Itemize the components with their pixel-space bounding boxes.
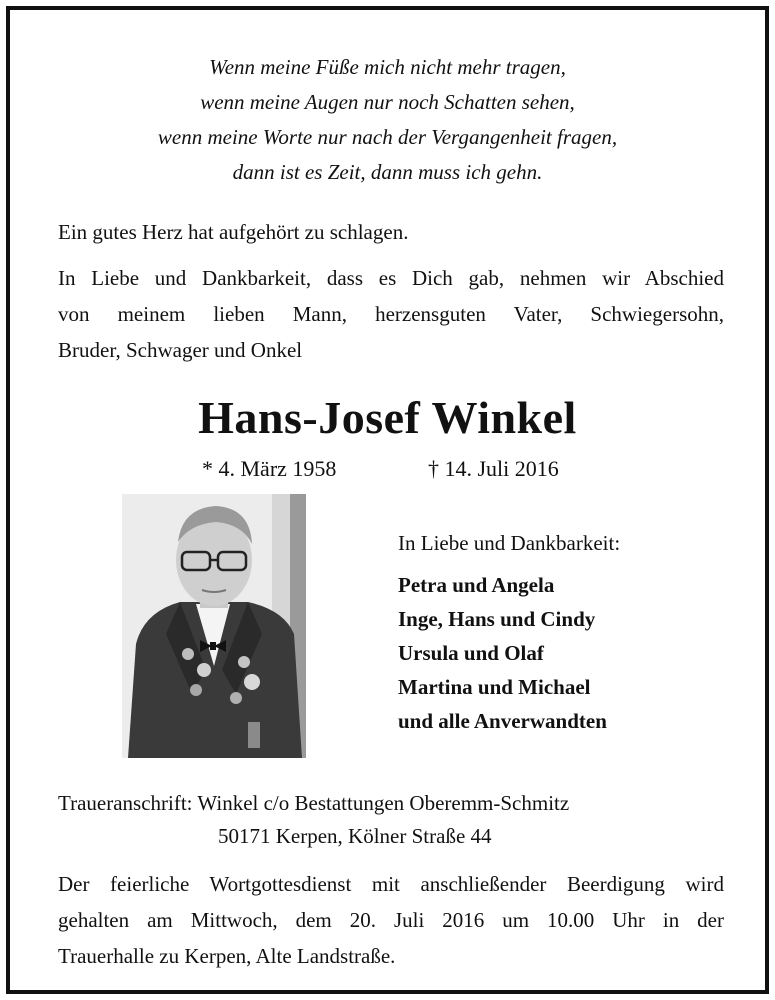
poem-line: Wenn meine Füße mich nicht mehr tragen, xyxy=(209,55,566,79)
birth-date: * 4. März 1958 xyxy=(202,456,337,481)
obituary-frame xyxy=(6,6,769,994)
farewell-line: Bruder, Schwager und Onkel xyxy=(58,338,303,362)
poem xyxy=(10,50,765,190)
service-line: gehalten am Mittwoch, dem 20. Juli 2016 um 10.00 Uhr in der xyxy=(58,908,724,932)
service-notice xyxy=(58,866,724,974)
mourner-name: und alle Anverwandten xyxy=(398,709,607,733)
farewell-paragraph xyxy=(58,260,724,368)
mourners-list xyxy=(398,568,607,738)
poem-line: wenn meine Augen nur noch Schatten sehen, xyxy=(200,90,575,114)
mourner-name: Petra und Angela xyxy=(398,573,555,597)
death-date: † 14. Juli 2016 xyxy=(428,456,559,481)
portrait-photo xyxy=(122,494,306,758)
mourner-name: Inge, Hans und Cindy xyxy=(398,607,596,631)
farewell-line: von meinem lieben Mann, herzensguten Vater, Schwiegersohn, xyxy=(58,302,724,326)
portrait-photo-illustration xyxy=(122,494,306,758)
service-line: Trauerhalle zu Kerpen, Alte Landstraße. xyxy=(58,944,396,968)
poem-line: dann ist es Zeit, dann muss ich gehn. xyxy=(232,160,543,184)
poem-line: wenn meine Worte nur nach der Vergangenheit fragen, xyxy=(157,125,618,149)
mourners-label: In Liebe und Dankbarkeit: xyxy=(398,531,621,555)
mourning-address-city: 50171 Kerpen, Kölner Straße 44 xyxy=(218,824,492,848)
mourner-name: Ursula und Olaf xyxy=(398,641,544,665)
service-line: Der feierliche Wortgottesdienst mit anschließender Beerdigung wird xyxy=(58,872,724,896)
deceased-name: Hans-Josef Winkel xyxy=(198,392,577,443)
intro-sentence: Ein gutes Herz hat aufgehört zu schlagen. xyxy=(58,220,409,244)
mourner-name: Martina und Michael xyxy=(398,675,591,699)
mourning-address: Traueranschrift: Winkel c/o Bestattungen Oberemm-Schmitz xyxy=(58,791,570,815)
farewell-line: In Liebe und Dankbarkeit, dass es Dich gab, nehmen wir Abschied xyxy=(58,266,724,290)
